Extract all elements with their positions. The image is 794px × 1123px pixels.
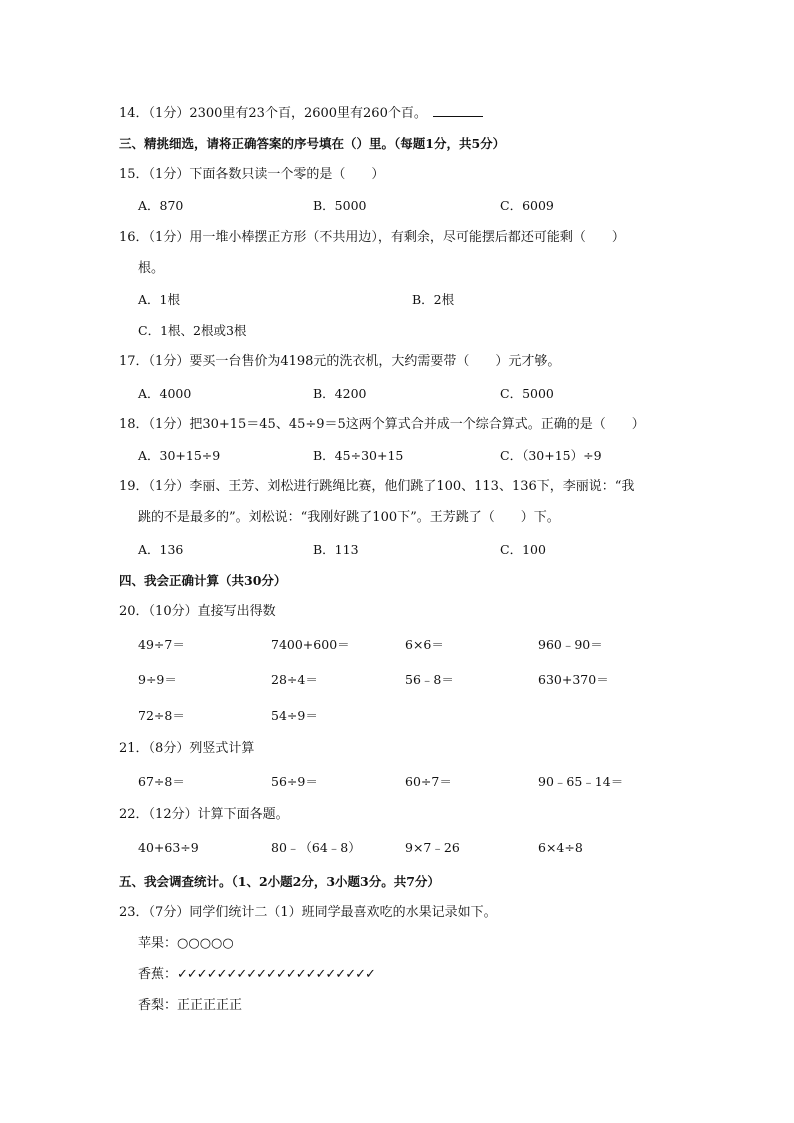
calc-item: 630+370＝ bbox=[538, 672, 609, 687]
question-16-text: 16．（1分）用一堆小棒摆正方形（不共用边），有剩余，尽可能摆后都还可能剩（ ） bbox=[119, 230, 625, 245]
question-19-text-cont: 跳的不是最多的”。刘松说：“我刚好跳了100下”。王芳跳了（ ）下。 bbox=[138, 510, 560, 525]
option-c[interactable]: C．100 bbox=[500, 542, 546, 557]
pear-tally-marks: 正正正正正 bbox=[177, 998, 243, 1013]
option-c[interactable]: C．5000 bbox=[500, 386, 554, 401]
calc-item: 28÷4＝ bbox=[271, 672, 318, 687]
calc-item: 40+63÷9 bbox=[138, 840, 199, 855]
tally-pear bbox=[138, 997, 242, 1015]
option-c[interactable]: C．1根、2根或3根 bbox=[138, 323, 247, 338]
banana-tally-marks: ✓✓✓✓✓✓✓✓✓✓✓✓✓✓✓✓✓✓✓✓ bbox=[177, 967, 375, 982]
calc-item: 80﹣（64﹣8） bbox=[271, 840, 361, 855]
question-20-text: 20．（10分）直接写出得数 bbox=[119, 604, 276, 619]
apple-tally-marks: ○○○○○ bbox=[177, 936, 234, 951]
question-18-text: 18．（1分）把30+15＝45、45÷9＝5这两个算式合并成一个综合算式。正确的是（ ） bbox=[119, 417, 645, 432]
calc-item: 6×6＝ bbox=[405, 637, 444, 652]
pear-label: 香梨： bbox=[138, 998, 178, 1013]
question-14 bbox=[119, 104, 483, 123]
question-17-text: 17．（1分）要买一台售价为4198元的洗衣机，大约需要带（ ）元才够。 bbox=[119, 354, 561, 369]
section-3-title: 三、精挑细选，请将正确答案的序号填在（）里。（每题1分，共5分） bbox=[119, 136, 506, 151]
calc-item: 67÷8＝ bbox=[138, 774, 185, 789]
option-b[interactable]: B．2根 bbox=[412, 292, 455, 307]
option-c[interactable]: C．6009 bbox=[500, 198, 554, 213]
calc-item: 7400+600＝ bbox=[271, 637, 350, 652]
banana-label: 香蕉： bbox=[138, 967, 178, 982]
apple-label: 苹果： bbox=[138, 936, 178, 951]
calc-item: 60÷7＝ bbox=[405, 774, 452, 789]
answer-blank[interactable] bbox=[433, 104, 483, 117]
option-a[interactable]: A．4000 bbox=[138, 386, 192, 401]
option-a[interactable]: A．1根 bbox=[138, 292, 180, 307]
option-b[interactable]: B．4200 bbox=[313, 386, 367, 401]
question-23-text: 23．（7分）同学们统计二（1）班同学最喜欢吃的水果记录如下。 bbox=[119, 905, 497, 920]
question-14-text: 14．（1分）2300里有23个百，2600里有260个百。 bbox=[119, 106, 427, 121]
option-a[interactable]: A．136 bbox=[138, 542, 184, 557]
calc-item: 6×4÷8 bbox=[538, 840, 583, 855]
section-5-title: 五、我会调查统计。（1、2小题2分，3小题3分。共7分） bbox=[119, 874, 440, 889]
question-16-text-cont: 根。 bbox=[138, 261, 165, 276]
calc-item: 960﹣90＝ bbox=[538, 637, 603, 652]
calc-item: 90﹣65﹣14＝ bbox=[538, 774, 624, 789]
tally-banana bbox=[138, 966, 375, 984]
calc-item: 9÷9＝ bbox=[138, 672, 177, 687]
option-a[interactable]: A．870 bbox=[138, 198, 184, 213]
option-c[interactable]: C．（30+15）÷9 bbox=[500, 448, 602, 463]
calc-item: 72÷8＝ bbox=[138, 708, 185, 723]
option-a[interactable]: A．30+15÷9 bbox=[138, 448, 221, 463]
section-4-title: 四、我会正确计算（共30分） bbox=[119, 573, 287, 588]
calc-item: 49÷7＝ bbox=[138, 637, 185, 652]
question-22-text: 22．（12分）计算下面各题。 bbox=[119, 807, 289, 822]
calc-item: 54÷9＝ bbox=[271, 708, 318, 723]
option-b[interactable]: B．45÷30+15 bbox=[313, 448, 404, 463]
calc-item: 56﹣8＝ bbox=[405, 672, 454, 687]
option-b[interactable]: B．113 bbox=[313, 542, 359, 557]
calc-item: 9×7﹣26 bbox=[405, 840, 460, 855]
question-15-text: 15．（1分）下面各数只读一个零的是（ ） bbox=[119, 167, 385, 182]
question-21-text: 21．（8分）列竖式计算 bbox=[119, 741, 255, 756]
tally-apple bbox=[138, 935, 234, 953]
calc-item: 56÷9＝ bbox=[271, 774, 318, 789]
option-b[interactable]: B．5000 bbox=[313, 198, 367, 213]
question-19-text: 19．（1分）李丽、王芳、刘松进行跳绳比赛，他们跳了100、113、136下，李丽说：“我 bbox=[119, 479, 635, 494]
